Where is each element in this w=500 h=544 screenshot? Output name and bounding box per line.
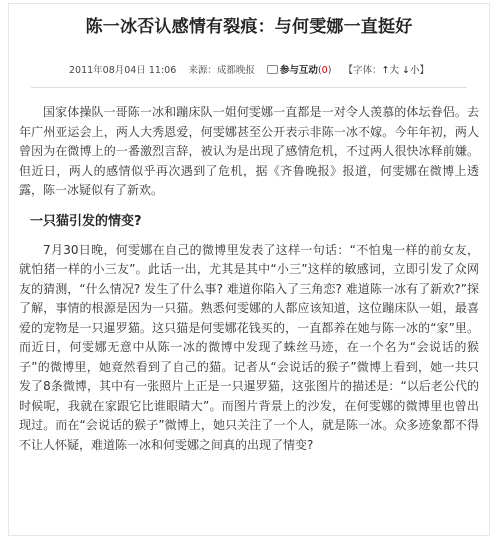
source-name: 成都晚报 — [216, 65, 255, 76]
interact-link[interactable]: 参与互动 — [279, 65, 318, 76]
font-larger-button[interactable]: ↑大 — [381, 65, 399, 76]
comment-icon — [267, 65, 278, 74]
article-body — [19, 103, 479, 455]
font-size-end: 】 — [419, 65, 429, 76]
article-title: 陈一冰否认感情有裂痕：与何雯娜一直挺好 — [85, 17, 413, 37]
paragraph-2: 7月30日晚，何雯娜在自己的微博里发表了这样一句话：“不怕鬼一样的前女友，就怕猪一样的小三友”。此话一出，尤其是其中“小三”这样的敏感词，立即引发了众网友的猜测，“什么情况? 发生了什么事? 难道你陷入了三角恋? 难道陈一冰有了新欢?”探了解，事情的根源是因为一只猫。熟悉何雯娜的人都应该知道，这位蹦床队一姐，最喜爱的宠物是一只暹罗猫。这只猫是何雯娜花钱买的，一直都养在她与陈一冰的“家”里。而近日，何雯娜无意中从陈一冰的微博中发现了蛛丝马迹，在一个名为“会说话的猴子”的微博里，她竟然看到了自己的猫。记者从“会说话的猴子”微博上看到，她一共只发了8条微博，其中有一张照片上正是一只暹罗猫，这张图片的描述是：“以后老公代的时候呢，我就在家跟它比谁眼睛大”。而图片背景上的沙发，在何雯娜的微博里也曾出现过。而在“会说话的猴子”微博上，她只关注了一个人，就是陈一冰。众多迹象都不得不让人怀疑，难道陈一冰和何雯娜之间真的出现了情变? — [19, 242, 479, 452]
count-close: ) — [327, 65, 332, 76]
font-smaller-button[interactable]: ↓小 — [402, 65, 420, 76]
article-page — [8, 3, 490, 536]
count-open: ( — [317, 65, 322, 76]
paragraph-1: 国家体操队一哥陈一冰和蹦床队一姐何雯娜一直都是一对令人羡慕的体坛眷侣。去年广州亚运会上，两人大秀恩爱，何雯娜甚至公开表示非陈一冰不嫁。今年年初，两人曾因为在微博上的一番激烈言辞，被认为是出现了感情危机，不过两人很快冰释前嫌。但近日，两人的感情似乎再次遇到了危机，据《齐鲁晚报》报道，何雯娜在微博上透露，陈一冰疑似有了新欢。 — [19, 105, 479, 197]
interact-count: 0 — [321, 65, 328, 76]
font-size-label: 【字体： — [343, 65, 382, 76]
publish-datetime: 2011年08月04日 11:06 — [69, 65, 177, 76]
subheading: 一只猫引发的情变? — [30, 213, 142, 229]
source-label: 来源： — [188, 65, 217, 76]
divider — [31, 87, 467, 88]
article-meta — [9, 62, 489, 76]
